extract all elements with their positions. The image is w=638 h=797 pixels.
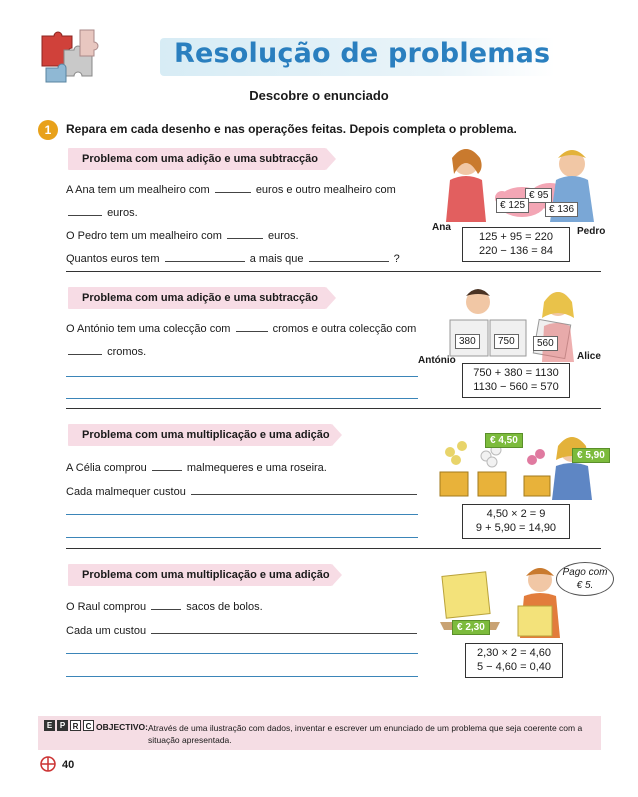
blank-field[interactable] bbox=[68, 345, 102, 355]
exercise-instruction: Repara em cada desenho e nas operações feitas. Depois completa o problema. bbox=[66, 122, 517, 136]
kids-piggy-banks-illustration bbox=[432, 140, 604, 232]
problem-1-line-3: O Pedro tem um mealheiro com euros. bbox=[66, 230, 299, 242]
blank-field[interactable] bbox=[151, 600, 181, 610]
operations-box bbox=[462, 227, 570, 262]
code-e: E bbox=[44, 720, 55, 731]
writing-line[interactable] bbox=[66, 376, 418, 377]
album-count: 750 bbox=[494, 334, 519, 349]
album-count: 560 bbox=[533, 336, 558, 351]
objective-box bbox=[38, 716, 601, 750]
puzzle-page-icon bbox=[40, 756, 56, 772]
speech-bubble: Pago com € 5. bbox=[556, 562, 614, 596]
blank-field[interactable] bbox=[227, 229, 263, 239]
puzzle-pieces-icon bbox=[36, 22, 102, 88]
operation: 4,50 × 2 = 9 bbox=[486, 508, 546, 520]
operations-box bbox=[462, 363, 570, 398]
page-title: Resolução de problemas bbox=[174, 38, 551, 69]
exercise-number-badge: 1 bbox=[38, 120, 58, 140]
problem-2-line-2: cromos. bbox=[66, 345, 146, 358]
blank-field[interactable] bbox=[236, 322, 268, 332]
problem-2-line-1: O António tem uma colecção com cromos e outra colecção com bbox=[66, 323, 417, 335]
kids-albums-illustration bbox=[440, 282, 600, 362]
code-r: R bbox=[70, 720, 81, 731]
character-name-ana: Ana bbox=[432, 222, 451, 233]
problem-1-label: Problema com uma adição e uma subtracção bbox=[68, 148, 326, 170]
page-number: 40 bbox=[62, 759, 75, 771]
blank-field[interactable] bbox=[151, 624, 417, 634]
price-tag-cake: € 2,30 bbox=[452, 620, 490, 635]
operation: 220 − 136 = 84 bbox=[478, 245, 553, 257]
character-name-antonio: António bbox=[418, 355, 456, 366]
section-divider bbox=[66, 408, 601, 409]
problem-1-line-4: Quantos euros tem a mais que ? bbox=[66, 253, 400, 265]
operations-box bbox=[462, 504, 570, 539]
code-c: C bbox=[83, 720, 94, 731]
section-divider bbox=[66, 271, 601, 272]
operations-box bbox=[465, 643, 563, 678]
blank-field[interactable] bbox=[215, 183, 251, 193]
price-tag-rose: € 5,90 bbox=[572, 448, 610, 463]
writing-line[interactable] bbox=[66, 676, 418, 677]
problem-3-line-1: A Célia comprou malmequeres e uma roseira. bbox=[66, 462, 327, 474]
blank-field[interactable] bbox=[68, 206, 102, 216]
blank-field[interactable] bbox=[152, 461, 182, 471]
operation: 2,30 × 2 = 4,60 bbox=[476, 647, 551, 659]
problem-4-line-2: Cada um custou bbox=[66, 624, 419, 637]
price-tag: € 125 bbox=[496, 198, 529, 213]
problem-3-label: Problema com uma multiplicação e uma adição bbox=[68, 424, 332, 446]
objective-text: Através de uma ilustração com dados, inventar e escrever um enunciado de um problema que seja coerente com a situação apresentada. bbox=[148, 723, 583, 745]
price-tag: € 95 bbox=[525, 188, 552, 203]
problem-2-label: Problema com uma adição e uma subtracção bbox=[68, 287, 326, 309]
price-tag: € 136 bbox=[545, 202, 578, 217]
section-divider bbox=[66, 548, 601, 549]
problem-3-line-2: Cada malmequer custou bbox=[66, 485, 419, 498]
operation: 1130 − 560 = 570 bbox=[473, 381, 559, 393]
problem-1-line-2: euros. bbox=[66, 206, 138, 219]
operation: 125 + 95 = 220 bbox=[478, 231, 553, 243]
operation: 5 − 4,60 = 0,40 bbox=[476, 661, 551, 673]
writing-line[interactable] bbox=[66, 653, 418, 654]
character-name-alice: Alice bbox=[577, 351, 601, 362]
album-count: 380 bbox=[455, 334, 480, 349]
code-p: P bbox=[57, 720, 68, 731]
price-tag-daisy: € 4,50 bbox=[485, 433, 523, 448]
problem-4-line-1: O Raul comprou sacos de bolos. bbox=[66, 601, 263, 613]
problem-4-label: Problema com uma multiplicação e uma adição bbox=[68, 564, 332, 586]
character-name-pedro: Pedro bbox=[577, 226, 606, 237]
blank-field[interactable] bbox=[309, 252, 389, 262]
page-subtitle: Descobre o enunciado bbox=[249, 88, 389, 103]
problem-1-line-1: A Ana tem um mealheiro com euros e outro mealheiro com bbox=[66, 184, 396, 196]
writing-line[interactable] bbox=[66, 537, 418, 538]
writing-line[interactable] bbox=[66, 514, 418, 515]
blank-field[interactable] bbox=[191, 485, 417, 495]
objective-label: OBJECTIVO: bbox=[96, 722, 148, 732]
operation: 750 + 380 = 1130 bbox=[473, 367, 559, 379]
blank-field[interactable] bbox=[165, 252, 245, 262]
operation: 9 + 5,90 = 14,90 bbox=[475, 522, 557, 534]
writing-line[interactable] bbox=[66, 398, 418, 399]
